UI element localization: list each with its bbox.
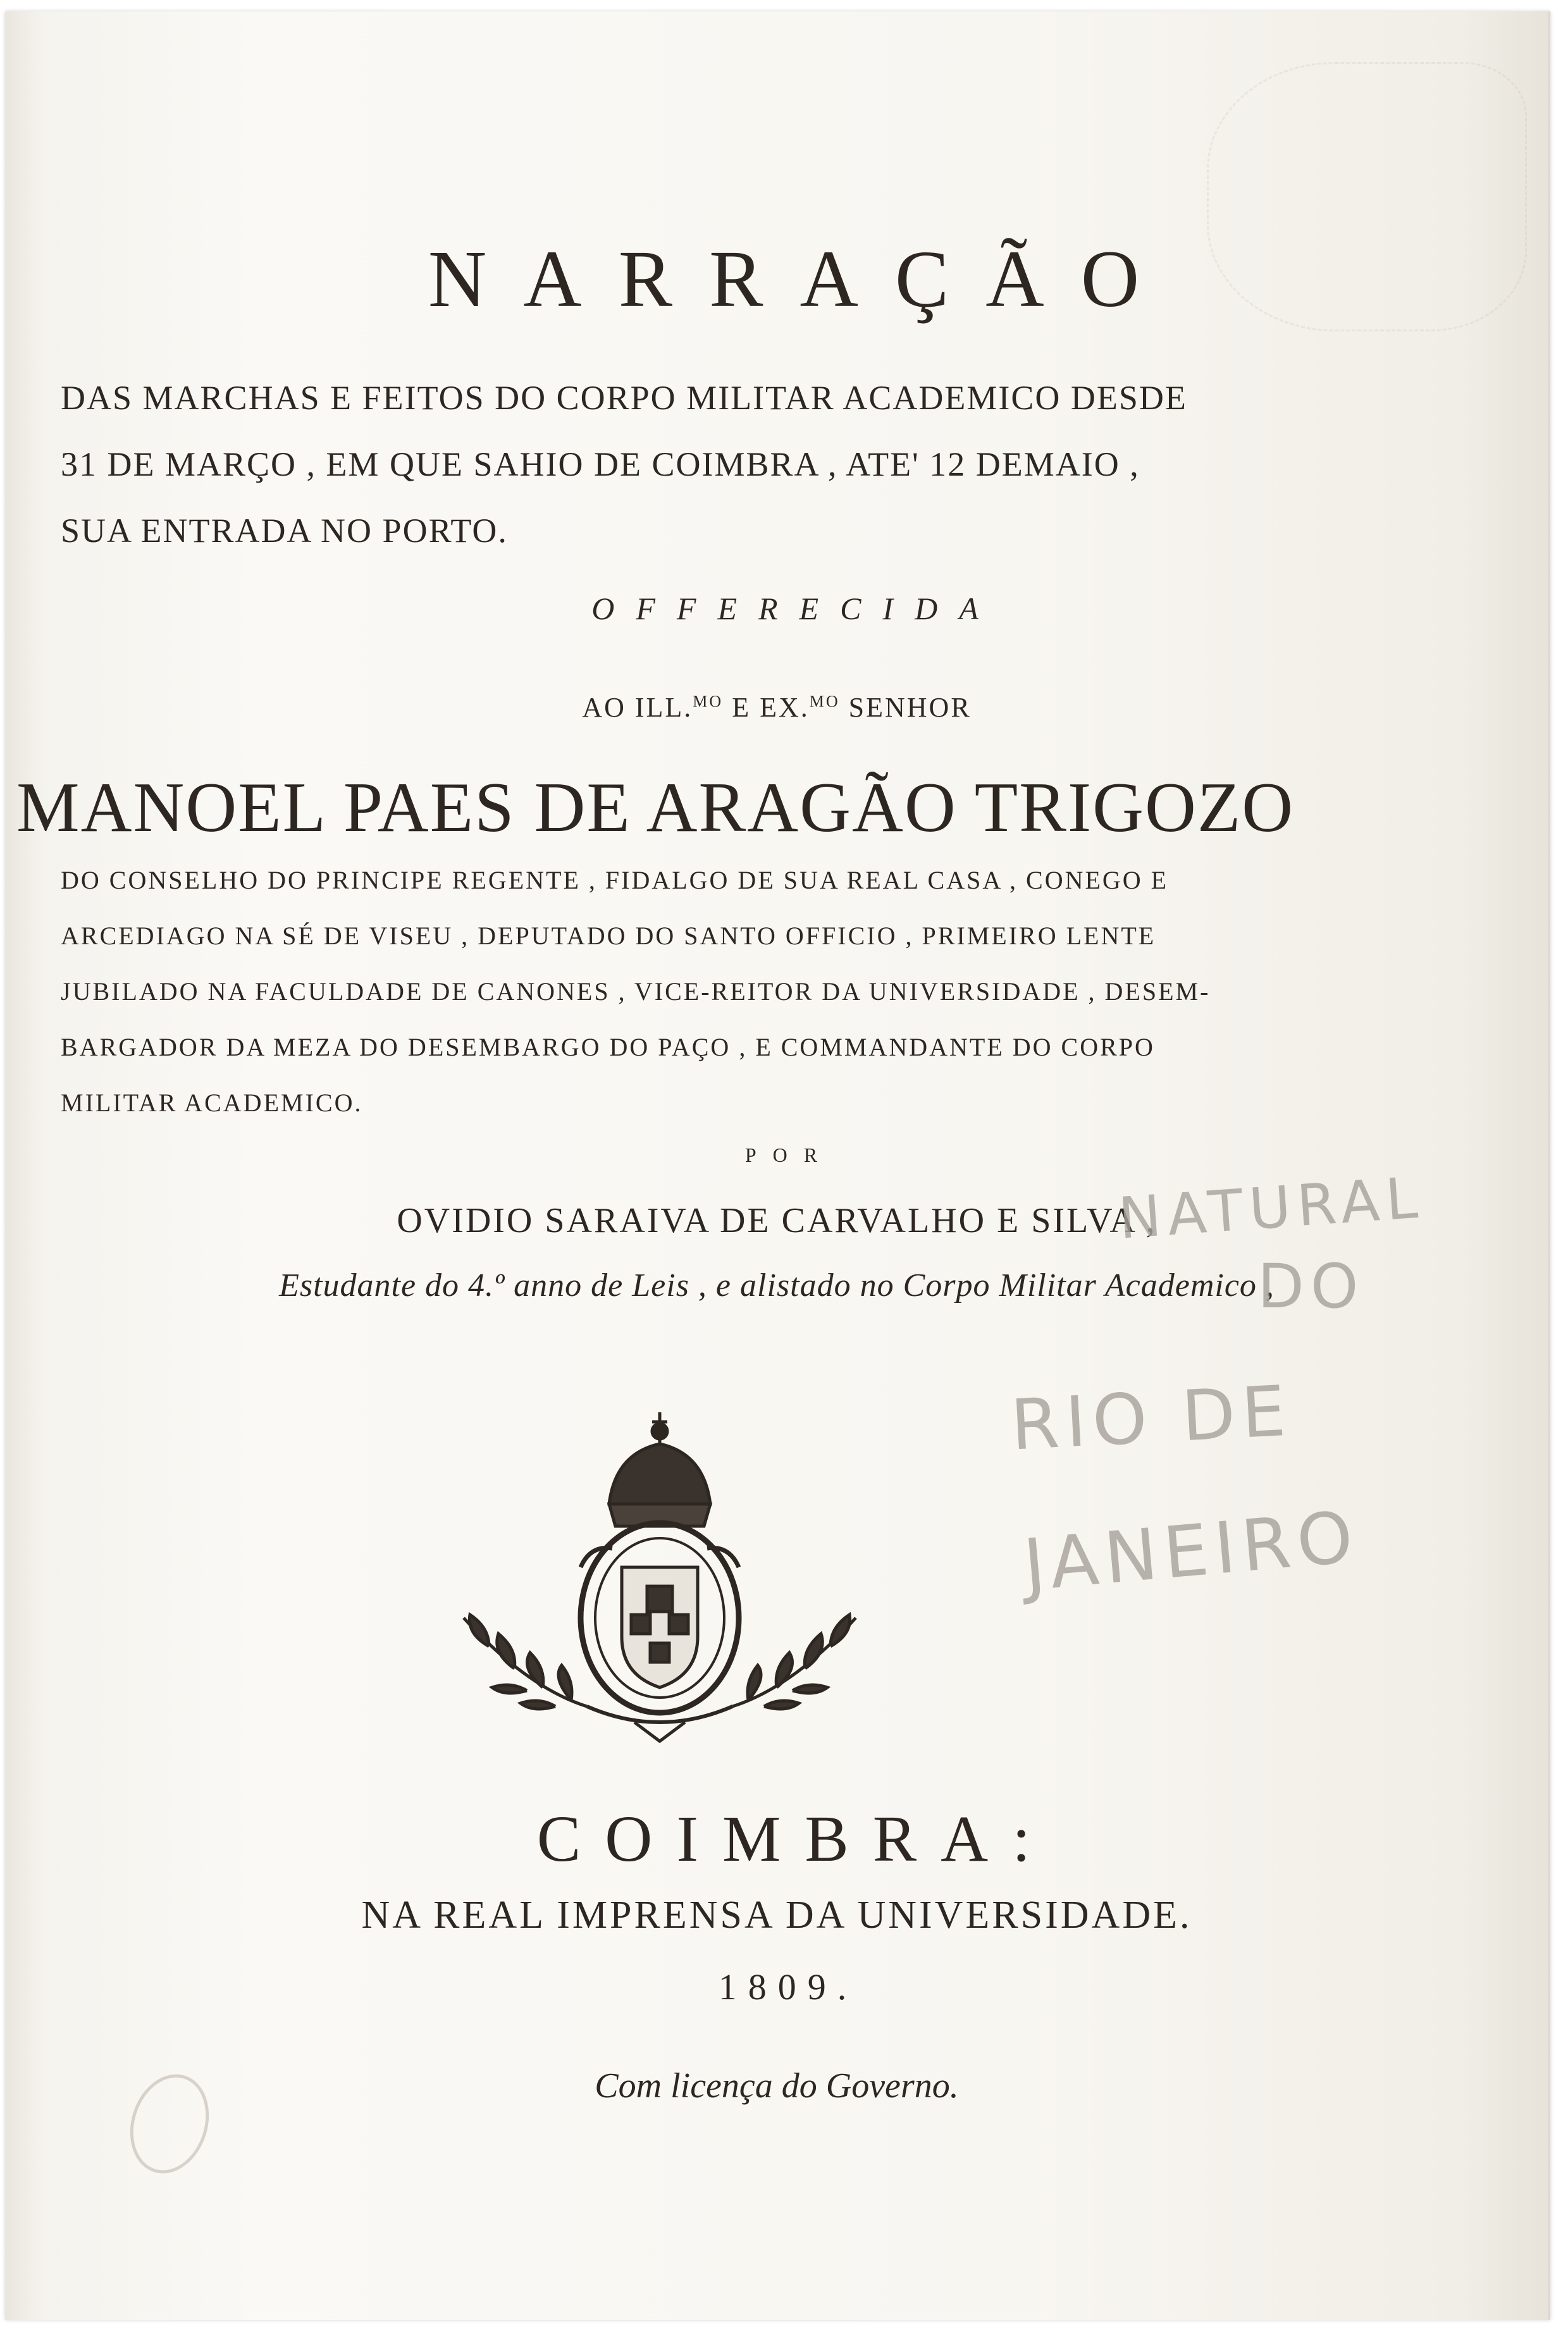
por-label: POR	[744, 1144, 834, 1166]
licence-line: Com licença do Governo.	[595, 2066, 959, 2106]
dedicatee-name: MANOEL PAES DE ARAGÃO TRIGOZO	[16, 768, 1295, 847]
offerecida-heading: OFFERECIDA	[591, 591, 1000, 626]
subtitle-line-2: 31 DE MARÇO , EM QUE SAHIO DE COIMBRA , ATE' 12 DEMAIO ,	[61, 445, 1140, 483]
pencil-annotation-1: NATURAL	[1116, 1164, 1426, 1252]
imprint-city: COIMBRA:	[536, 1803, 1055, 1875]
author-name: OVIDIO SARAIVA DE CARVALHO E SILVA ,	[397, 1201, 1157, 1240]
subtitle-line-3: SUA ENTRADA NO PORTO.	[61, 512, 508, 550]
show-through-mark	[1207, 62, 1527, 331]
dedication-sup-2: MO	[809, 692, 840, 711]
dedication-prefix: AO ILL.	[582, 692, 693, 723]
titles-line-4: BARGADOR DA MEZA DO DESEMBARGO DO PAÇO , E COMMANDANTE DO CORPO	[61, 1033, 1155, 1061]
author-description: Estudante do 4.º anno de Leis , e alistado no Corpo Militar Academico ,	[279, 1267, 1275, 1304]
book-title: NARRAÇÃO	[428, 234, 1176, 324]
dedication-sup-1: MO	[693, 692, 724, 711]
dedication-suffix: SENHOR	[839, 692, 972, 723]
title-page	[5, 11, 1550, 2320]
imprint-press: NA REAL IMPRENSA DA UNIVERSIDADE.	[361, 1894, 1192, 1937]
titles-line-2: ARCEDIAGO NA SÉ DE VISEU , DEPUTADO DO SANTO OFFICIO , PRIMEIRO LENTE	[61, 922, 1156, 950]
imprint-year: 1809.	[718, 1966, 858, 2007]
pencil-annotation-2: DO	[1257, 1251, 1365, 1322]
pencil-annotation-3: RIO DE	[1008, 1370, 1294, 1466]
titles-line-5: MILITAR ACADEMICO.	[61, 1088, 363, 1117]
pencil-annotation-4: JANEIRO	[1020, 1496, 1362, 1607]
royal-arms-emblem	[419, 1409, 900, 1751]
titles-line-3: JUBILADO NA FACULDADE DE CANONES , VICE-REITOR DA UNIVERSIDADE , DESEM-	[61, 977, 1211, 1006]
dedication-line	[5, 691, 1548, 724]
titles-line-1: DO CONSELHO DO PRINCIPE REGENTE , FIDALGO DE SUA REAL CASA , CONEGO E	[61, 866, 1169, 894]
dedication-mid: E EX.	[723, 692, 810, 723]
subtitle-line-1: DAS MARCHAS E FEITOS DO CORPO MILITAR ACADEMICO DESDE	[61, 379, 1187, 417]
